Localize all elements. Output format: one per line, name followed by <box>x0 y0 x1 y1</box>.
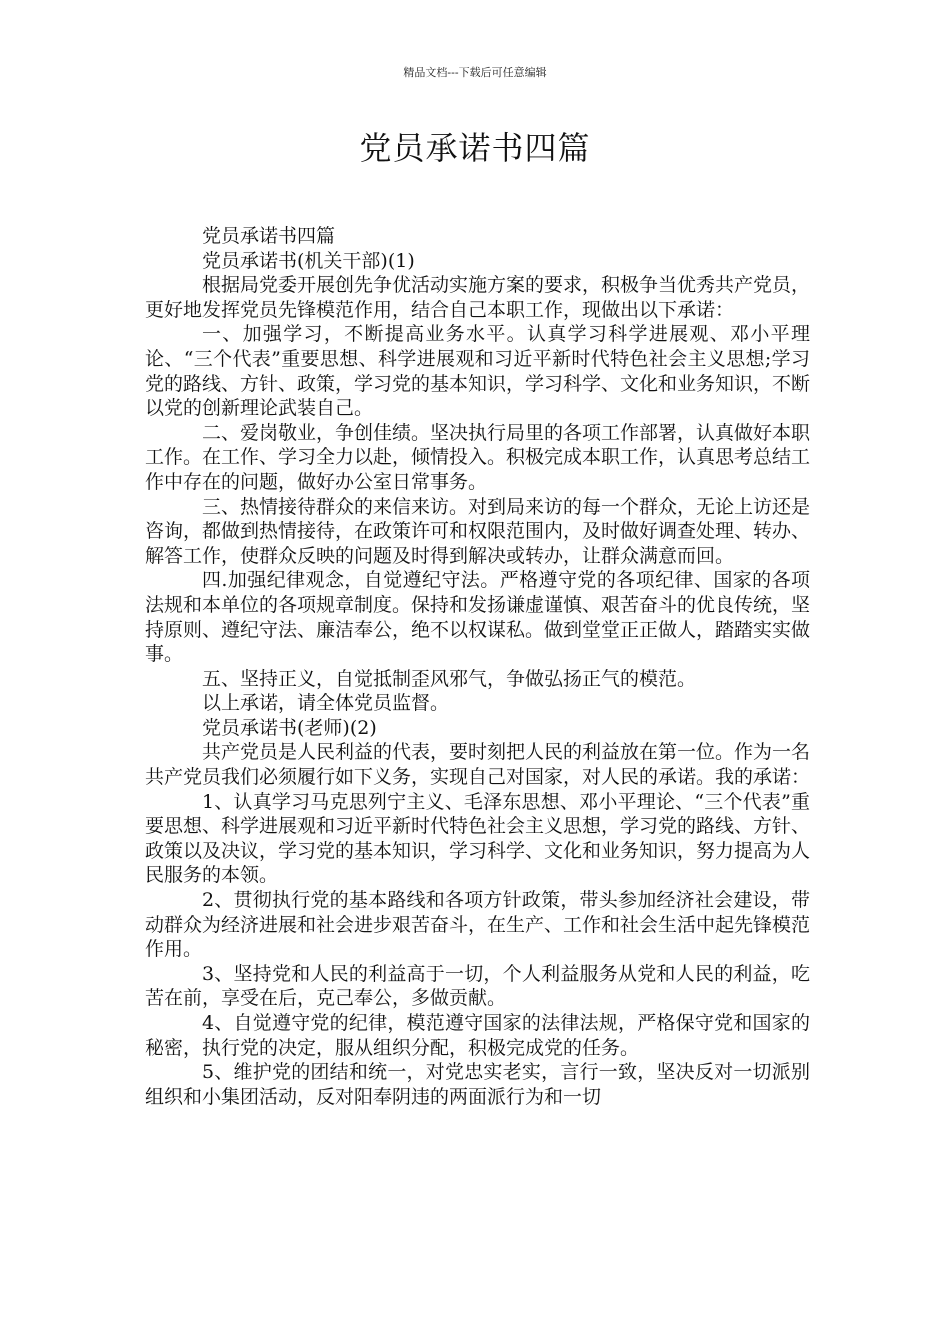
paragraph: 一、加强学习，不断提高业务水平。认真学习科学进展观、邓小平理论、“三个代表”重要思想、科学进展观和习近平新时代特色社会主义思想;学习党的路线、方针、政策，学习党的基本知识，学习科学、文化和业务知识，不断以党的创新理论武装自己。 <box>145 323 811 420</box>
paragraph: 党员承诺书(老师)(2) <box>202 716 377 739</box>
paragraph: 2、贯彻执行党的基本路线和各项方针政策，带头参加经济社会建设，带动群众为经济进展和社会进步艰苦奋斗，在生产、工作和社会生活中起先锋模范作用。 <box>145 889 811 961</box>
paragraph: 3、坚持党和人民的利益高于一切，个人利益服务从党和人民的利益，吃苦在前，享受在后，克己奉公，多做贡献。 <box>145 962 810 1010</box>
document-body <box>145 224 810 1109</box>
paragraph: 共产党员是人民利益的代表，要时刻把人民的利益放在第一位。作为一名共产党员我们必须履行如下义务，实现自己对国家，对人民的承诺。我的承诺： <box>145 741 811 789</box>
document-title: 党员承诺书四篇 <box>359 129 591 167</box>
paragraph: 四.加强纪律观念，自觉遵纪守法。严格遵守党的各项纪律、国家的各项法规和本单位的各项规章制度。保持和发扬谦虚谨慎、艰苦奋斗的优良传统，坚持原则、遵纪守法、廉洁奉公，绝不以权谋私。做到堂堂正正做人，踏踏实实做事。 <box>145 569 811 666</box>
paragraph: 二、爱岗敬业，争创佳绩。坚决执行局里的各项工作部署，认真做好本职工作。在工作、学习全力以赴，倾情投入。积极完成本职工作，认真思考总结工作中存在的问题，做好办公室日常事务。 <box>145 421 811 493</box>
paragraph: 5、维护党的团结和统一，对党忠实老实，言行一致，坚决反对一切派别组织和小集团活动，反对阳奉阴违的两面派行为和一切 <box>145 1061 810 1108</box>
header-note: 精品文档---下载后可任意编辑 <box>403 66 547 79</box>
paragraph: 以上承诺，请全体党员监督。 <box>202 692 450 715</box>
paragraph: 1、认真学习马克思列宁主义、毛泽东思想、邓小平理论、“三个代表”重要思想、科学进展观和习近平新时代特色社会主义思想，学习党的路线、方针、政策以及决议，学习党的基本知识，学习科学、文化和业务知识，努力提高为人民服务的本领。 <box>145 790 811 887</box>
paragraph: 五、坚持正义，自觉抵制歪风邪气，争做弘扬正气的模范。 <box>202 667 697 690</box>
paragraph: 4、自觉遵守党的纪律，模范遵守国家的法律法规，严格保守党和国家的秘密，执行党的决定，服从组织分配，积极完成党的任务。 <box>145 1012 810 1059</box>
paragraph: 党员承诺书四篇 <box>202 225 336 247</box>
paragraph: 三、热情接待群众的来信来访。对到局来访的每一个群众，无论上访还是咨询，都做到热情接待，在政策许可和权限范围内，及时做好调查处理、转办、解答工作，使群众反映的问题及时得到解决或转办，让群众满意而回。 <box>145 495 811 567</box>
paragraph: 党员承诺书(机关干部)(1) <box>202 249 415 272</box>
paragraph: 根据局党委开展创先争优活动实施方案的要求，积极争当优秀共产党员，更好地发挥党员先锋模范作用，结合自己本职工作，现做出以下承诺： <box>145 274 811 321</box>
